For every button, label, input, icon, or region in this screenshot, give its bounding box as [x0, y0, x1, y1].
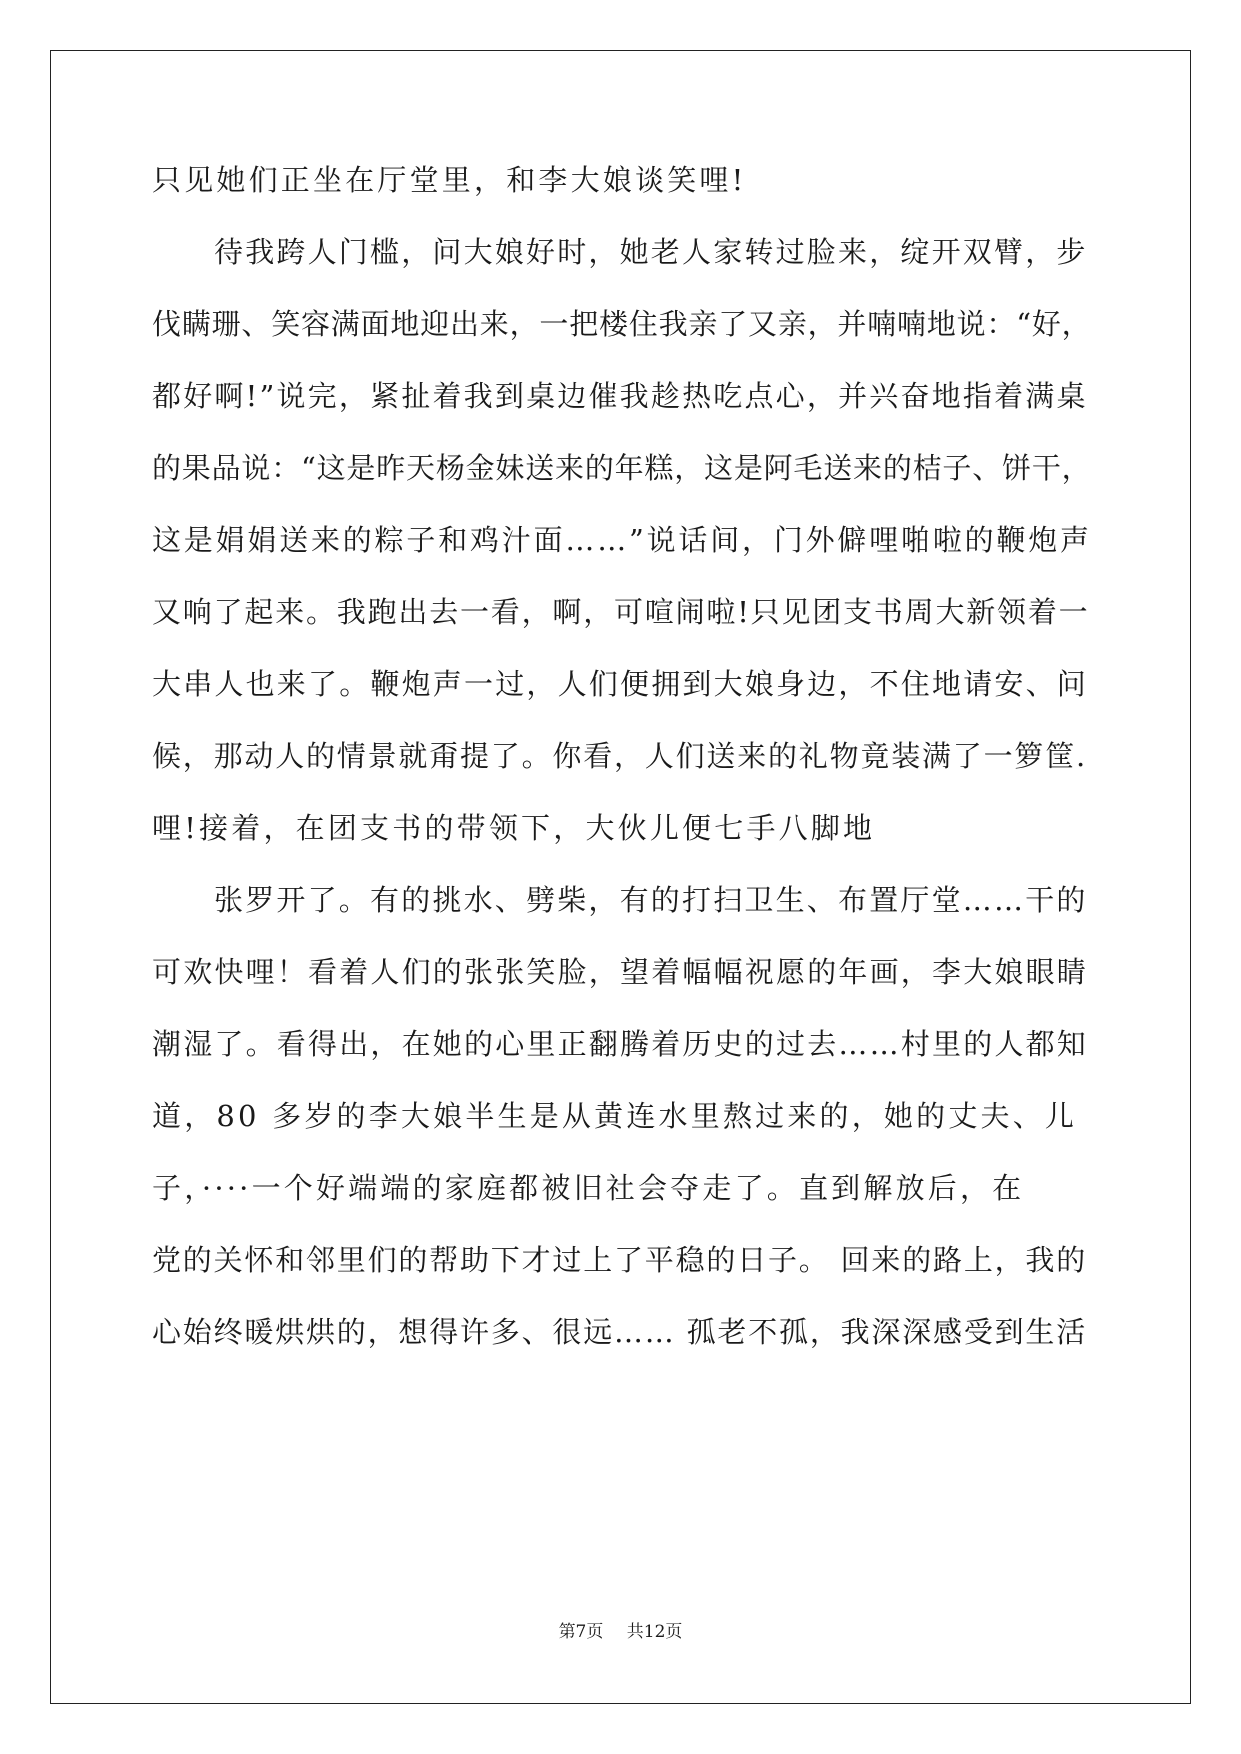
text-line: 心始终暖烘烘的，想得许多、很远…… 孤老不孤，我深深感受到生活 — [152, 1315, 1088, 1349]
text-line: 候，那动人的情景就甭提了。你看，人们送来的礼物竟装满了一箩筐. — [152, 739, 1088, 773]
text-line: 这是娟娟送来的粽子和鸡汁面……”说话间，门外僻哩啪啦的鞭炮声 — [152, 523, 1092, 557]
text-line: 都好啊!”说完，紧扯着我到桌边催我趁热吃点心，并兴奋地指着满桌 — [152, 379, 1088, 413]
text-line: 只见她们正坐在厅堂里，和李大娘谈笑哩! — [152, 163, 747, 197]
page-total: 共12页 — [626, 1622, 683, 1642]
text-line: 潮湿了。看得出，在她的心里正翻腾着历史的过去……村里的人都知 — [152, 1027, 1089, 1061]
text-line: 道，80 多岁的李大娘半生是从黄连水里熬过来的，她的丈夫、儿 — [152, 1099, 1078, 1133]
text-line: 党的关怀和邻里们的帮助下才过上了平稳的日子。 回来的路上，我的 — [152, 1243, 1088, 1277]
paragraph-first-line: 张罗开了。有的挑水、劈柴，有的打扫卫生、布置厅堂……干的 — [214, 883, 1088, 917]
text-line: 伐瞒珊、笑容满面地迎出来，一把楼住我亲了又亲，并喃喃地说：“好， — [152, 307, 1092, 341]
text-line: 子，····一个好端端的家庭都被旧社会夺走了。直到解放后，在 — [152, 1171, 1025, 1205]
page-border — [50, 50, 1191, 1704]
page-number: 第7页 — [558, 1622, 604, 1642]
text-line: 可欢快哩！看着人们的张张笑脸，望着幅幅祝愿的年画，李大娘眼睛 — [152, 955, 1089, 989]
text-line: 大串人也来了。鞭炮声一过，人们便拥到大娘身边，不住地请安、问 — [152, 667, 1089, 701]
text-line: 又响了起来。我跑出去一看，啊，可喧闹啦!只见团支书周大新领着一 — [152, 595, 1090, 629]
page-footer — [0, 1621, 1241, 1643]
paragraph-first-line: 待我跨人门槛，问大娘好时，她老人家转过脸来，绽开双臂，步 — [214, 235, 1088, 269]
text-line: 哩!接着，在团支书的带领下，大伙儿便七手八脚地 — [152, 811, 876, 845]
text-line: 的果品说：“这是昨天杨金妹送来的年糕，这是阿毛送来的桔子、饼干， — [152, 451, 1092, 485]
